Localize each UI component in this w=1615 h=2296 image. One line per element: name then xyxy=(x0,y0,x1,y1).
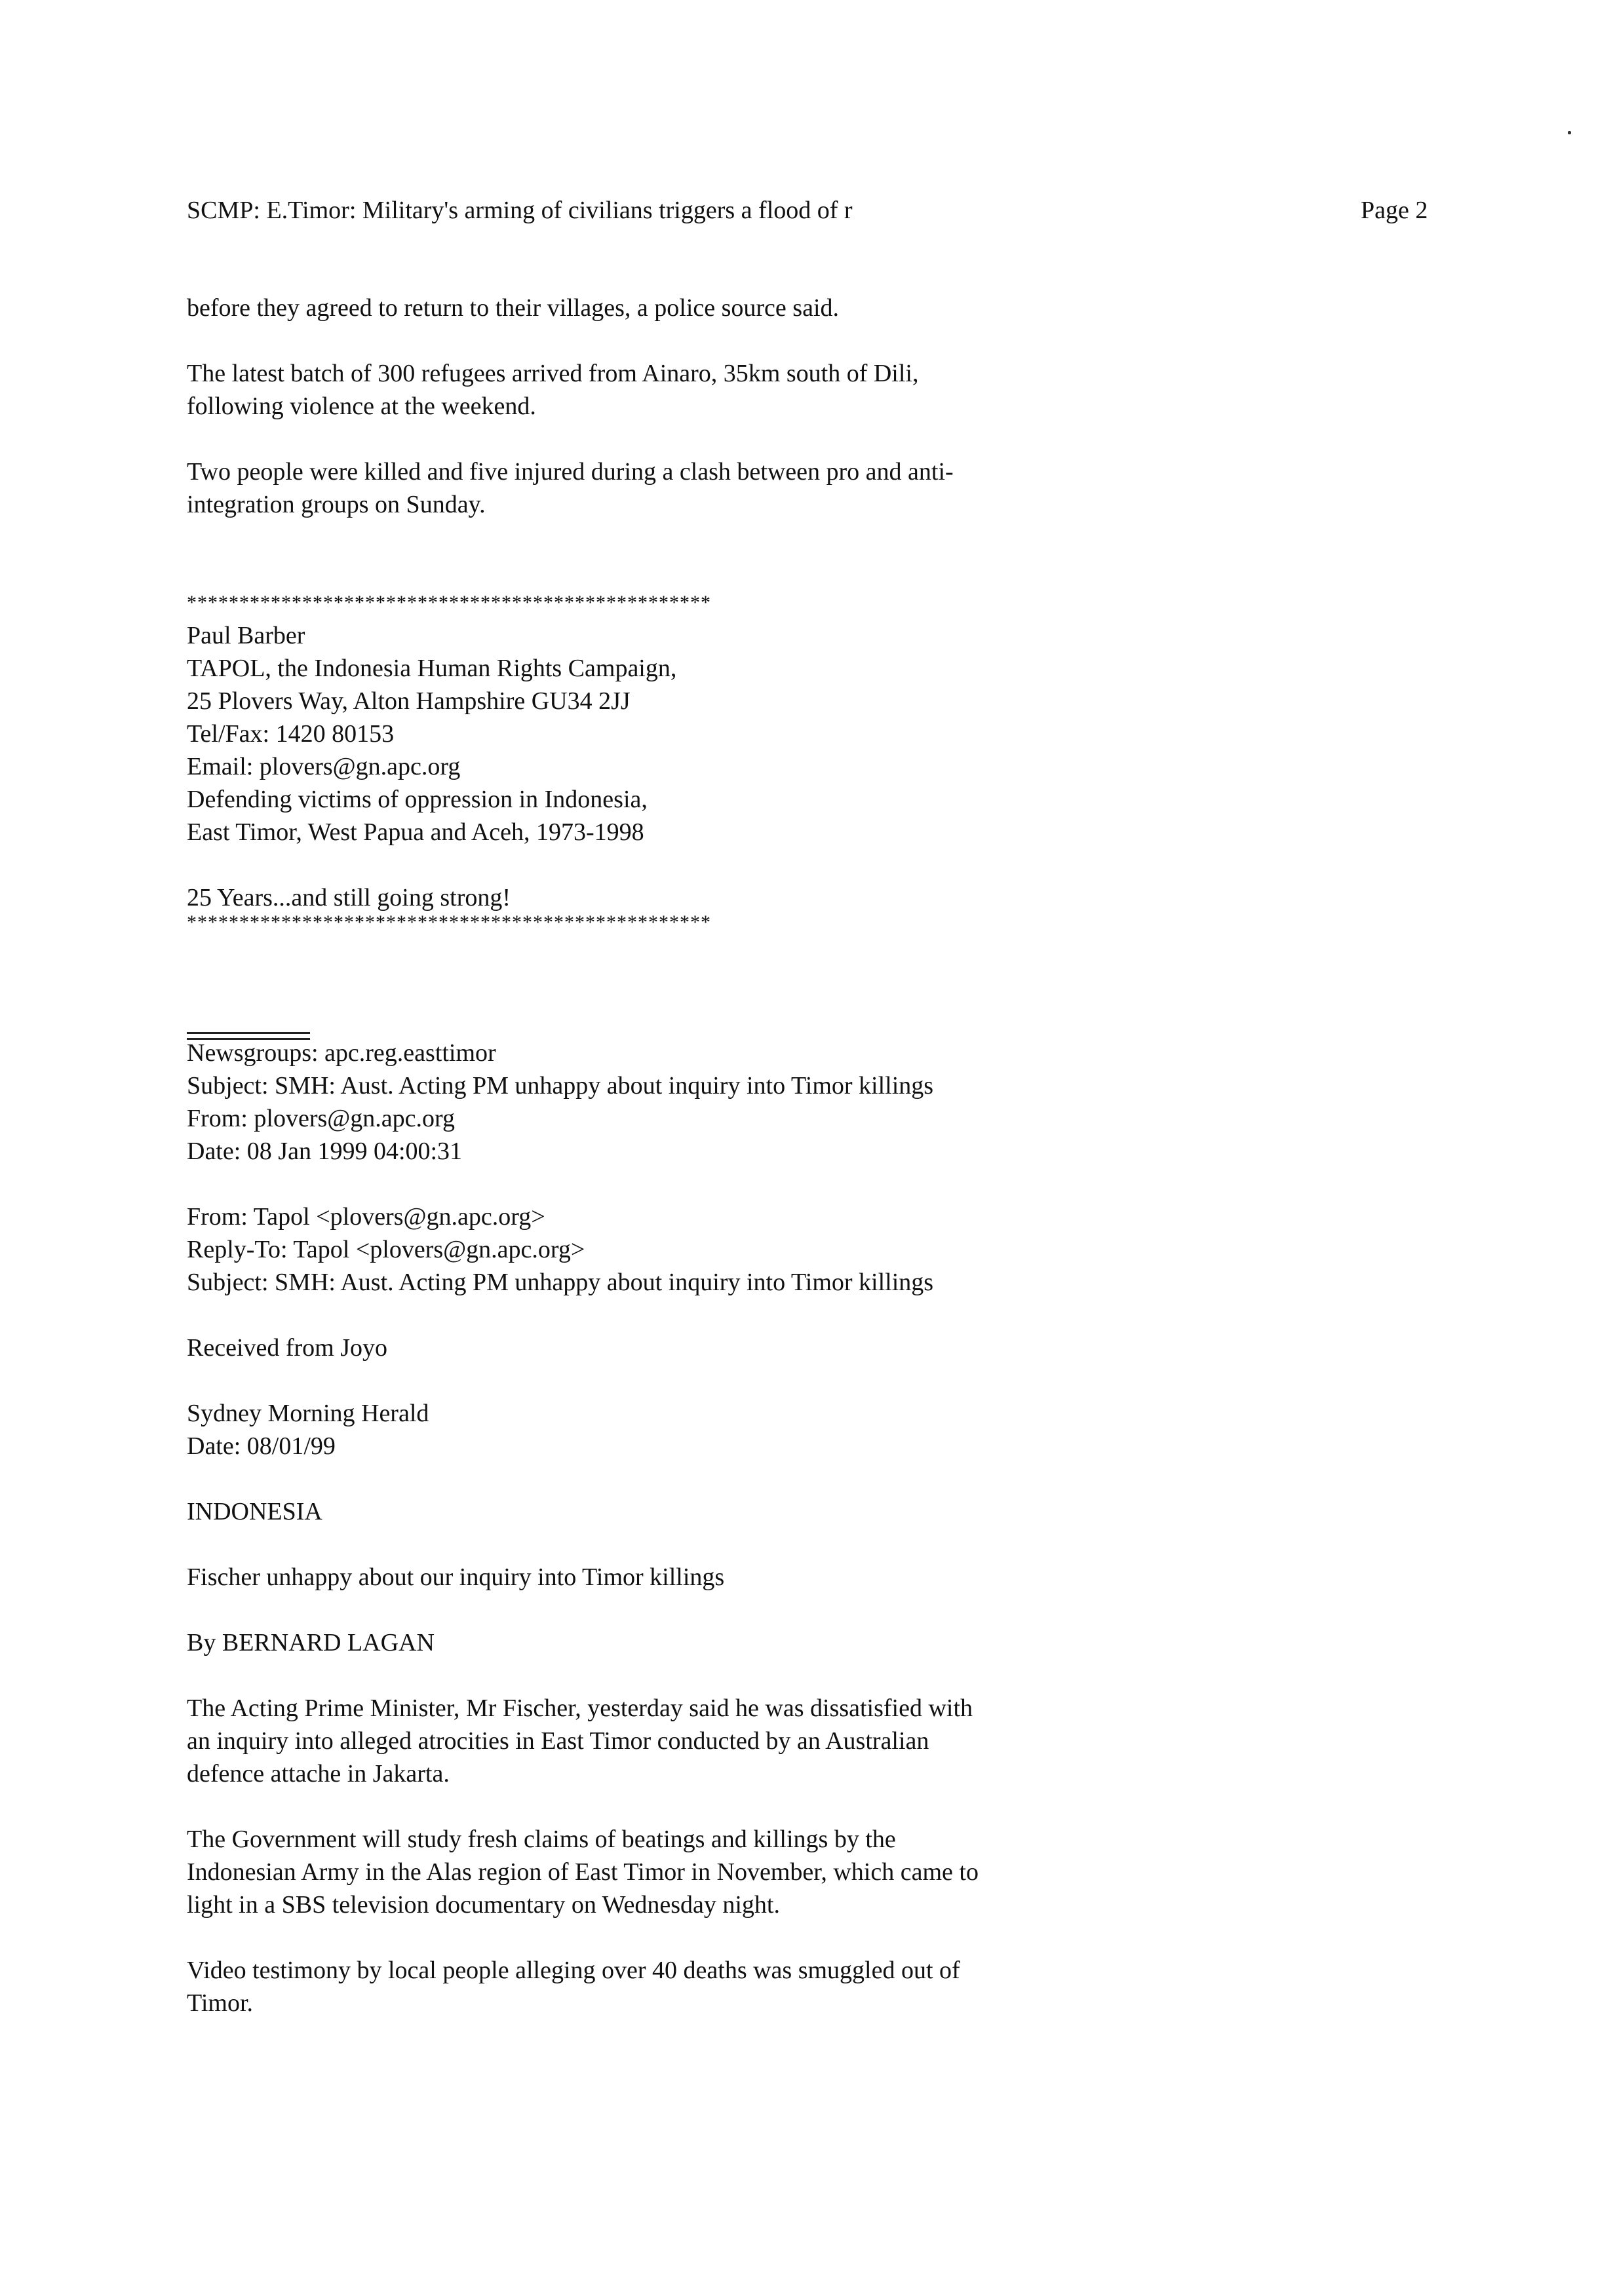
header-from: From: plovers@gn.apc.org xyxy=(187,1105,455,1132)
signature-slogan: 25 Years...and still going strong! xyxy=(187,884,511,911)
paragraph-line: an inquiry into alleged atrocities in East Timor conducted by an Australian xyxy=(187,1727,929,1755)
page-header-title: SCMP: E.Timor: Military's arming of civilians triggers a flood of r xyxy=(187,197,853,224)
paragraph-line: The Government will study fresh claims of beatings and killings by the xyxy=(187,1826,896,1853)
article-headline: Fischer unhappy about our inquiry into Timor killings xyxy=(187,1563,725,1591)
signature-address: 25 Plovers Way, Alton Hampshire GU34 2JJ xyxy=(187,687,631,715)
article-body xyxy=(187,1692,1170,2019)
paragraph-line: before they agreed to return to their villages, a police source said. xyxy=(187,294,839,322)
article-byline: By BERNARD LAGAN xyxy=(187,1629,435,1656)
paragraph-line: The latest batch of 300 refugees arrived from Ainaro, 35km south of Dili, xyxy=(187,360,919,387)
document-body xyxy=(187,292,1170,2019)
received-from: Received from Joyo xyxy=(187,1334,388,1362)
signature-name: Paul Barber xyxy=(187,622,305,649)
source-date: Date: 08/01/99 xyxy=(187,1432,336,1460)
section-label: INDONESIA xyxy=(187,1498,322,1525)
header-reply-to: Reply-To: Tapol <plovers@gn.apc.org> xyxy=(187,1236,585,1263)
paragraph-line: Timor. xyxy=(187,1989,254,2017)
paragraph-line: defence attache in Jakarta. xyxy=(187,1760,450,1788)
paragraph-line: Indonesian Army in the Alas region of East Timor in November, which came to xyxy=(187,1858,979,1886)
paragraph-line: integration groups on Sunday. xyxy=(187,491,486,518)
header-newsgroups: Newsgroups: apc.reg.easttimor xyxy=(187,1039,496,1067)
signature-telfax: Tel/Fax: 1420 80153 xyxy=(187,720,395,748)
header-subject: Subject: SMH: Aust. Acting PM unhappy about inquiry into Timor killings xyxy=(187,1269,934,1296)
scan-speck xyxy=(1568,131,1571,134)
signature-org: TAPOL, the Indonesia Human Rights Campaign, xyxy=(187,655,677,682)
paragraph-line: light in a SBS television documentary on Wednesday night. xyxy=(187,1891,780,1919)
star-divider: ************************************************** xyxy=(187,592,711,613)
source-name: Sydney Morning Herald xyxy=(187,1400,429,1427)
star-divider: ************************************************** xyxy=(187,911,711,933)
signature-block xyxy=(187,586,1170,939)
signature-mission: East Timor, West Papua and Aceh, 1973-1998 xyxy=(187,818,644,846)
header-from: From: Tapol <plovers@gn.apc.org> xyxy=(187,1203,545,1231)
header-date: Date: 08 Jan 1999 04:00:31 xyxy=(187,1138,463,1165)
paragraph-line: following violence at the weekend. xyxy=(187,392,536,420)
header-subject: Subject: SMH: Aust. Acting PM unhappy about inquiry into Timor killings xyxy=(187,1072,934,1100)
paragraph-line: The Acting Prime Minister, Mr Fischer, yesterday said he was dissatisfied with xyxy=(187,1694,973,1722)
page-number: Page 2 xyxy=(1361,197,1428,224)
article-continuation xyxy=(187,292,1170,521)
signature-email: Email: plovers@gn.apc.org xyxy=(187,753,461,780)
message-headers xyxy=(187,1037,1170,1659)
message-separator xyxy=(187,1032,310,1034)
paragraph-line: Video testimony by local people alleging over 40 deaths was smuggled out of xyxy=(187,1957,960,1984)
signature-mission: Defending victims of oppression in Indonesia, xyxy=(187,786,648,813)
paragraph-line: Two people were killed and five injured during a clash between pro and anti- xyxy=(187,458,954,486)
